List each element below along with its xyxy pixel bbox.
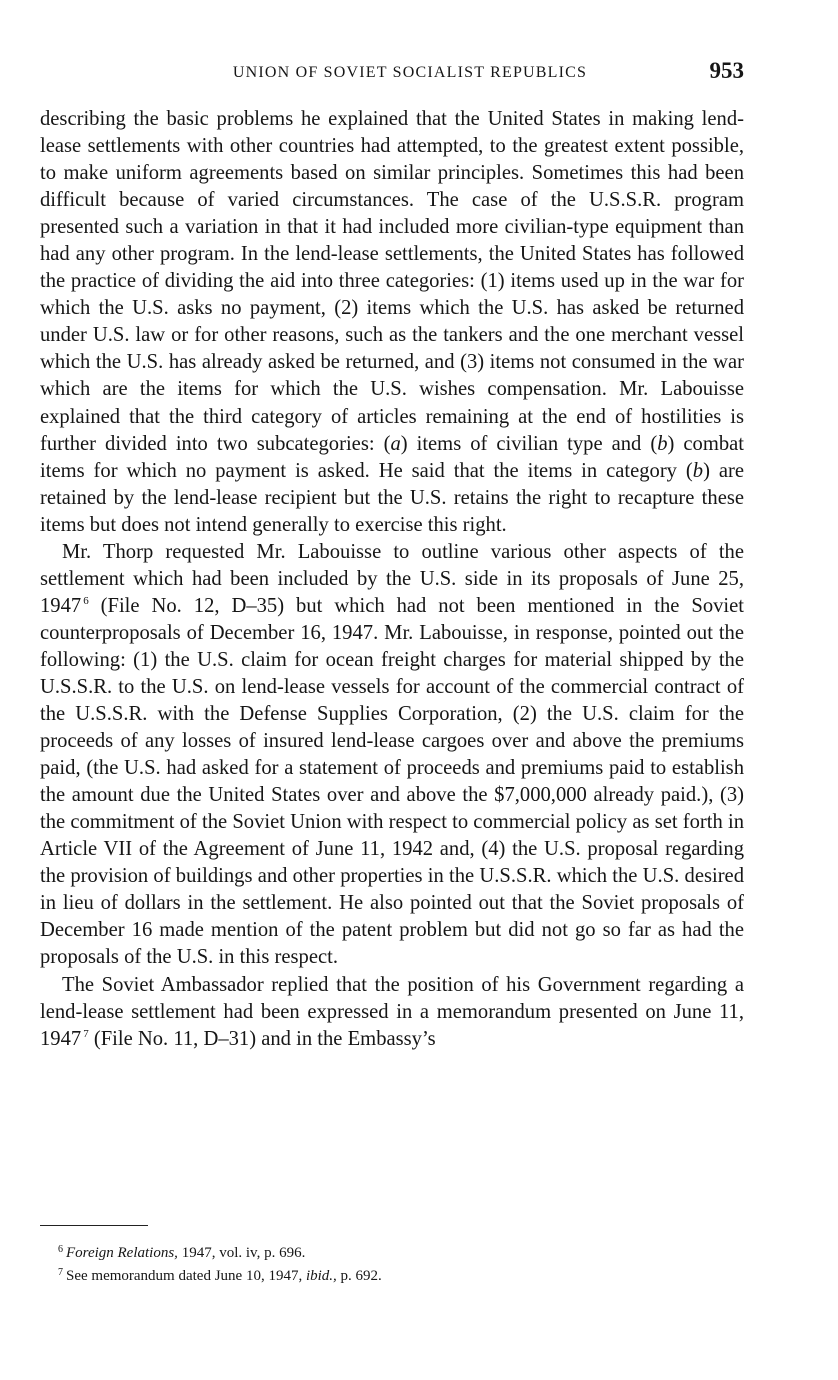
footnote-marker: 7 [58, 1267, 63, 1278]
running-title: UNION OF SOVIET SOCIALIST REPUBLICS [232, 64, 588, 81]
paragraph-1 [40, 106, 744, 539]
paragraph-1-text: describing the basic problems he explained that the United States in making lend-lease settlements with other countries had attempted, to the greatest extent possible, to make uniform agreements based on similar principles. Sometimes this had been difficult because of varied circumstances. The case of the U.S.S.R. program presented such a variation in that it had included more civilian-type equipment than had any other program. In the lend-lease settlements, the United States has followed the practice of dividing the aid into three categories: (1) items used up in the war for which the U.S. asks no payment, (2) items which the U.S. has asked be returned under U.S. law or for other reasons, such as the tankers and the one merchant vessel which the U.S. has already asked be returned, and (3) items not consumed in the war which are the items for which the U.S. wishes compensation. Mr. Labouisse explained that the third category of articles remaining at the end of hostilities is further divided into two subcategories: [40, 108, 744, 455]
body-text [40, 106, 744, 1053]
paragraph-1-text-end: ) are retained by the lend-lease recipient but the U.S. retains the right to recapture these items but does not intend generally to exercise this right. [40, 459, 744, 536]
footnote-volume: iv [245, 1245, 257, 1261]
footnote-ref-7[interactable]: 7 [83, 1027, 89, 1040]
footnote-text: See memorandum dated June 10, 1947, [66, 1268, 306, 1284]
subcategory-a: a [390, 432, 401, 455]
subcategory-b-ref: b [692, 459, 704, 482]
footnote-divider [40, 1225, 148, 1226]
paragraph-3 [40, 972, 744, 1053]
subcategory-b: b [657, 432, 668, 455]
footnote-text: 1947, vol. [177, 1245, 246, 1261]
footnote-text-end: , p. 696. [256, 1245, 306, 1261]
paragraph-3-text-end: (File No. 11, D–31) and in the Embassy’s [88, 1027, 436, 1050]
running-head [40, 58, 744, 88]
footnote-6 [58, 1240, 744, 1263]
paragraph-2-text-start: Mr. Thorp requested Mr. Labouisse to outline various other aspects of the settlement which had been included by the U.S. side in its proposals of June 25, 1947 [40, 540, 744, 617]
page-number: 953 [709, 58, 744, 83]
footnote-7 [58, 1263, 744, 1286]
footnote-ref-6[interactable]: 6 [83, 594, 89, 607]
paragraph-2-text-end: (File No. 12, D–35) but which had not been mentioned in the Soviet counterproposals of December 16, 1947. Mr. Labouisse, in response, pointed out the following: (1) the U.S. claim for ocean freight charges for material shipped by the U.S.S.R. to the U.S. on lend-lease vessels for account of the commercial contract of the U.S.S.R. with the Defense Supplies Corporation, (2) the U.S. claim for the proceeds of any losses of insured lend-lease cargoes over and above the premiums paid, (the U.S. had asked for a statement of proceeds and premiums paid to establish the amount due the United States over and above the $7,000,000 already paid.), (3) the commitment of the Soviet Union with respect to commercial policy as set forth in Article VII of the Agreement of June 11, 1942 and, (4) the U.S. proposal regarding the provision of buildings and other properties in the U.S.S.R. which the U.S. desired in lieu of dollars in the settlement. He also pointed out that the Soviet proposals of December 16 made mention of the patent problem but did not go so far as had the proposals of the U.S. in this respect. [40, 594, 744, 969]
footnotes [58, 1240, 744, 1286]
footnote-italic: Foreign Relations, [66, 1245, 178, 1261]
paragraph-2 [40, 539, 744, 972]
paragraph-3-text-start: The Soviet Ambassador replied that the position of his Government regarding a lend-lease settlement had been expressed in a memorandum presented on June 11, 1947 [40, 973, 744, 1050]
paragraph-1-text-a-open: ( [374, 432, 391, 455]
footnote-italic: ibid., [305, 1268, 337, 1284]
paragraph-1-text-after-a: ) items of civilian type and ( [400, 432, 658, 455]
footnote-text-end: p. 692. [336, 1268, 382, 1284]
paragraph-1-text-after-b: ) combat items for which no payment is asked. He said that the items in category ( [40, 432, 744, 482]
footnote-marker: 6 [58, 1244, 63, 1255]
